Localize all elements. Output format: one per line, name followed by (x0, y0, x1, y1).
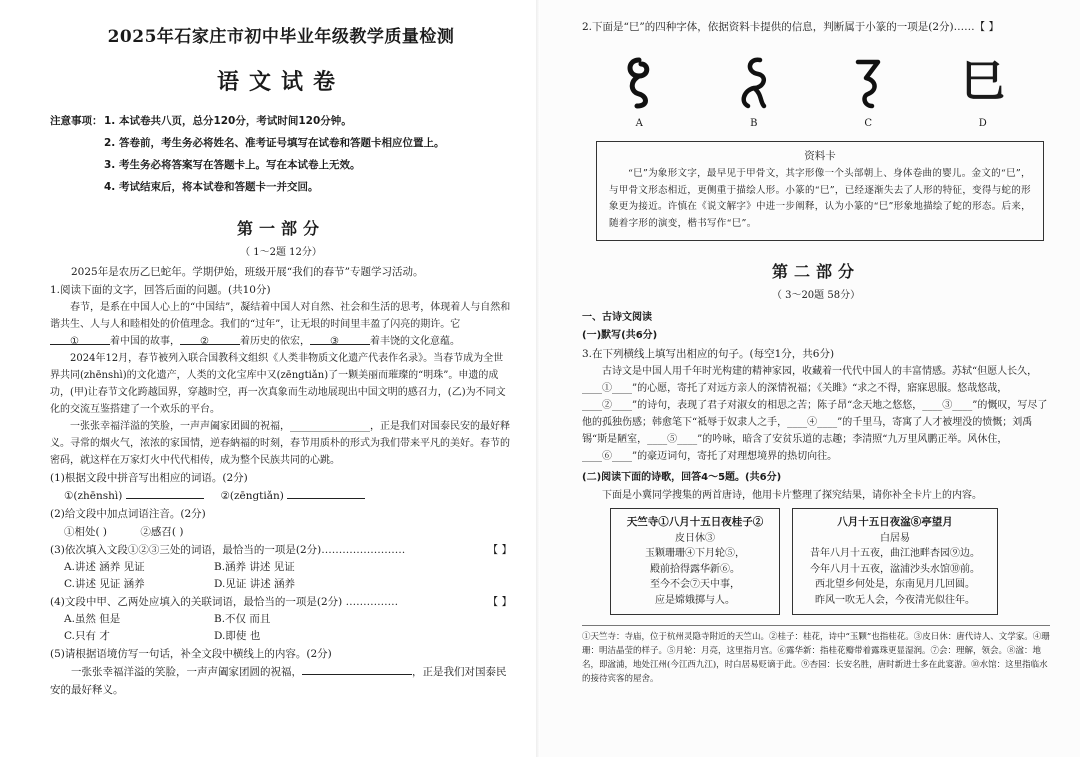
glyph-b[interactable]: B (709, 54, 799, 129)
option-b: B.涵养 讲述 见证 (214, 561, 295, 573)
subsection-heading: (一)默写(共6分) (582, 330, 658, 341)
poem-line: 昔年八月十五夜，曲江池畔杏园⑨边。 (810, 548, 980, 559)
paper-title: 语文试卷 (216, 69, 345, 95)
q3-heading: 3.在下列横线上填写出相应的句子。(每空1分，共6分) (582, 348, 835, 360)
intro-text: 2025年是农历乙巳蛇年。学期伊始，班级开展“我们的春节”专题学习活动。 (71, 266, 424, 278)
notice-head: 注意事项： (50, 115, 103, 127)
seal-glyph-icon (848, 54, 888, 110)
notice-block (50, 110, 512, 198)
poem-cards (610, 508, 1050, 615)
answer-line[interactable] (302, 663, 412, 675)
poem-line: 应是嫦娥掷与人。 (655, 594, 735, 606)
q4-intro: 下面是小冀同学搜集的两首唐诗，他用卡片整理了探究结果，请你补全卡片上的内容。 (602, 490, 982, 501)
poem-line: 今年八月十五夜，湓浦沙头水馆⑩前。 (810, 563, 980, 575)
poem-line: 昨风一吹无人会，今夜清光似往年。 (815, 594, 975, 606)
glyph-c[interactable]: C (823, 54, 913, 129)
notice-4: 4. 考试结束后，将本试卷和答题卡一并交回。 (104, 181, 319, 193)
oracle-glyph-icon (619, 54, 659, 110)
subq-1-answers: ①(zhēnshì) ②(zēngtiǎn) (50, 487, 512, 505)
right-page (540, 0, 1080, 757)
q1-heading: 1.阅读下面的文字，回答后面的问题。(共10分) (50, 283, 271, 296)
poem-line: 殿前拾得露华新⑥。 (650, 563, 740, 575)
subq-3-options (50, 559, 512, 593)
subsection-heading: (二)阅读下面的诗歌，回答4～5题。(共6分) (582, 472, 782, 483)
info-card-body: “巳”为象形文字，最早见于甲骨文，其字形像一个头部朝上、身体卷曲的婴儿。金文的“巳”，与甲骨文形态相近，更侧重于描绘人形。小篆的“巳”，已经逐渐失去了人形的特征，变得与蛇的形象更为接近。许慎在《说文解字》中进一步阐释，认为小篆的“巳”形象地描绘了蛇的形态。后来，随着字形的演变，楷书写作“巳”。 (609, 168, 1031, 229)
passage-para-2: 2024年12月，春节被列入联合国教科文组织《人类非物质文化遗产代表作名录》。当春节成为全世界共同(zhēnshì)的文化遗产，人类的文化宝库中又(zēngtiǎn)了一颗美丽而璀璨的“明珠”。申遗的成功，(甲)让春节文化跨越国界，穿越时空，再一次真象而生动地展现出中国文明的感召力，(乙)为不同文化的交流互鉴搭建了一个欢乐的平台。 (50, 353, 506, 415)
poem-author: 皮日休③ (675, 532, 715, 544)
poem-author: 白居易 (880, 532, 910, 544)
passage-para-3: 一张张幸福洋溢的笑脸，一声声阖家团圆的祝福，________________，正是我们对国泰民安的最好释义。寻常的烟火气，浓浓的家国情，逆春納福的时刻，春节用质朴的形式为我们带来平凡的美好。春节的密码，就这样在万家灯火中代代相传，成为整个民族共同的心跳。 (50, 421, 510, 466)
poem-title: 八月十五日夜湓⑧亭望月 (837, 516, 953, 528)
poem-line: 玉颗珊珊④下月轮⑤， (645, 548, 745, 559)
info-card (596, 141, 1044, 241)
section-heading: 一、古诗文阅读 (582, 312, 652, 323)
poem-title: 天竺寺①八月十五日夜桂子② (626, 516, 764, 528)
passage-para-1: 春节，是系在中国人心上的“中国结”，凝结着中国人对自然、社会和生活的思考，体现着人与自然和谐共生、人与人和睦相处的价值理念。我们的“过年”，让无垠的时间里丰盈了闪亮的期许。它① 着中国的故事， ② 着历史的依宏， ③ 着丰饶的文化意蕴。 (50, 302, 511, 347)
part1-range: （ 1～2题 12分） (240, 247, 322, 258)
answer-line[interactable] (287, 487, 365, 499)
option-c: C.只有 才 (64, 630, 110, 642)
subq-1: (1)根据文段中拼音写出相应的词语。(2分) (50, 472, 248, 484)
glyph-options (582, 54, 1040, 129)
answer-bracket[interactable]: 【 】 (487, 596, 512, 608)
footnotes: ①天竺寺：寺庙，位于杭州灵隐寺附近的天竺山。②桂子：桂花，诗中“玉颗”也指桂花。③皮日休：唐代诗人、文学家。④珊珊：明洁晶莹的样子。⑤月轮：月亮，这里指月宫。⑥露华新：指桂花瓣带着露珠更显湿润。⑦会：理解，领会。⑧湓：地名，即湓浦，地处江州(今江西九江)，时白居易贬谪于此。⑨杏园：长安名胜，唐时新进士多在此宴游。⑩水馆：这里指临水的接待宾客的屋舍。 (582, 625, 1050, 686)
poem-card-1 (610, 508, 780, 615)
bronze-glyph-icon (734, 54, 774, 110)
regular-glyph: 巳 (960, 56, 1005, 107)
subq-2-answers: ①相处( ) ②感召( ) (64, 526, 184, 538)
notice-2: 2. 答卷前，考生务必将姓名、准考证号填写在试卷和答题卡相应位置上。 (104, 137, 445, 149)
option-a: A.虽然 但是 (64, 613, 121, 625)
part2-range: （ 3～20题 58分） (771, 290, 861, 301)
exam-title: 2025年石家庄市初中毕业年级教学质量检测 (107, 27, 455, 47)
subq-5-text: 一张张幸福洋溢的笑脸，一声声阖家团圆的祝福， ，正是我们对国泰民安的最好释义。 (50, 663, 512, 699)
option-b: B.不仅 而且 (214, 613, 271, 625)
glyph-a[interactable]: A (594, 54, 684, 129)
poem-card-2 (792, 508, 998, 615)
q2-heading: 2.下面是“巳”的四种字体，依据资料卡提供的信息，判断属于小篆的一项是(2分)……【 】 (582, 21, 999, 33)
notice-3: 3. 考生务必将答案写在答题卡上。写在本试卷上无效。 (104, 159, 361, 171)
subq-2: (2)给文段中加点词语注音。(2分) (50, 508, 206, 520)
subq-5: (5)请根据语境仿写一句话，补全文段中横线上的内容。(2分) (50, 648, 332, 660)
part1-title: 第一部分 (236, 219, 325, 238)
q3-passage: 古诗文是中国人用千年时光构建的精神家园，收藏着一代代中国人的丰富情感。苏轼“但愿人长久，____①____”的心愿，寄托了对远方亲人的深情祝福；《关雎》“求之不得，寤寐思服。悠哉悠哉，____②____”的诗句，表现了君子对淑女的相思之苦；陈子昂“念天地之悠悠，____③____”的慨叹，写尽了他的孤独伤感；韩愈笔下“祗辱于奴隶人之手，____④____”的千里马，寄寓了人才被埋没的愤慨；刘禹锡“斯是陋室，____⑤____”的吟咏，暗含了安贫乐道的志趣；李清照“九万里风鹏正举。风休住，____⑥____”的豪迈词句，寄托了对理想境界的热切向往。 (582, 366, 1048, 462)
poem-line: 至今不会⑦天中事， (650, 579, 740, 590)
answer-bracket[interactable]: 【 】 (487, 544, 512, 556)
option-d: D.即使 也 (214, 630, 261, 642)
poem-line: 西北望乡何处是，东南见月几回圆。 (815, 579, 975, 590)
notice-1: 1. 本试卷共八页，总分120分，考试时间120分钟。 (104, 115, 352, 127)
option-a: A.讲述 涵养 见证 (64, 561, 145, 573)
subq-3: (3)依次填入文段①②③三处的词语，最恰当的一项是(2分)…………………… 【 】 (50, 541, 512, 559)
subq-4: (4)文段中甲、乙两处应填入的关联词语，最恰当的一项是(2分) …………… 【 】 (50, 593, 512, 611)
option-c: C.讲述 见证 涵养 (64, 578, 145, 590)
part2-title: 第二部分 (771, 262, 860, 281)
subq-4-options (50, 611, 512, 645)
glyph-d[interactable]: 巳 D (938, 54, 1028, 129)
answer-line[interactable] (126, 487, 204, 499)
option-d: D.见证 讲述 涵养 (214, 578, 296, 590)
info-card-title: 资料卡 (804, 150, 836, 162)
